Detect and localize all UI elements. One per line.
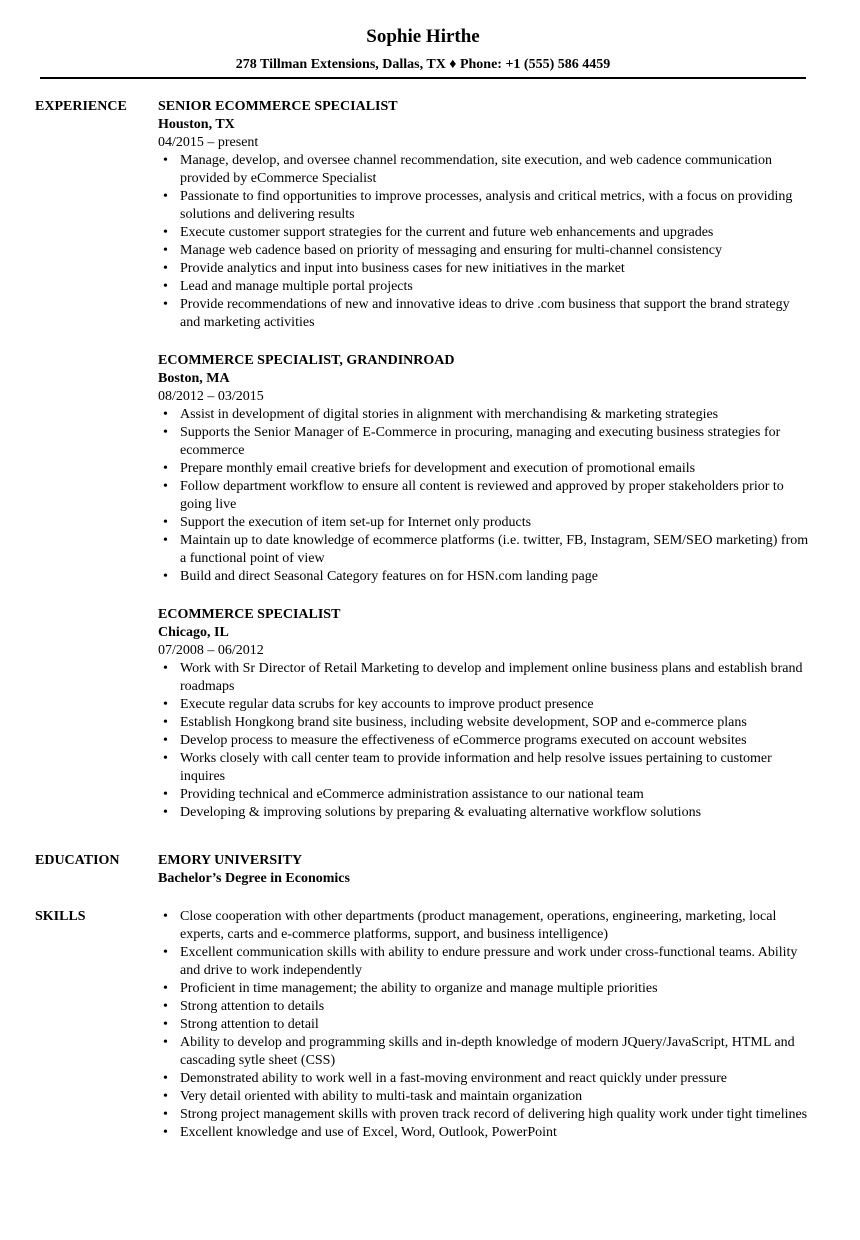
job-bullet-list [158, 406, 810, 586]
job-bullet-list [158, 152, 810, 332]
job-bullet: • Execute customer support strategies for the current and future web enhancements and upgrades [180, 224, 810, 242]
job-bullet: • Develop process to measure the effectiveness of eCommerce programs executed on account websites [180, 732, 810, 750]
job-dates: 04/2015 – present [158, 135, 259, 150]
job-bullet: • Developing & improving solutions by preparing & evaluating alternative workflow solutions [180, 804, 810, 822]
section-title-experience: EXPERIENCE [35, 99, 127, 114]
job-entry [158, 352, 810, 586]
job-entry [158, 606, 810, 822]
job-bullet: • Prepare monthly email creative briefs for development and execution of promotional emails [180, 460, 810, 478]
section-title-skills: SKILLS [35, 909, 86, 924]
job-bullet: • Assist in development of digital stories in alignment with merchandising & marketing strategies [180, 406, 810, 424]
job-bullet: • Build and direct Seasonal Category features on for HSN.com landing page [180, 568, 810, 586]
job-location: Houston, TX [158, 117, 235, 132]
skill-bullet: • Strong attention to detail [180, 1016, 810, 1034]
job-location: Chicago, IL [158, 625, 229, 640]
job-bullet-list [158, 660, 810, 822]
skill-bullet: • Strong project management skills with proven track record of delivering high quality work under tight timelines [180, 1106, 810, 1124]
job-dates: 08/2012 – 03/2015 [158, 389, 264, 404]
header-divider [40, 77, 806, 79]
skill-bullet: • Close cooperation with other departments (product management, operations, engineering, marketing, local experts, carts and e-commerce platforms, support, and business intelligence) [180, 908, 810, 944]
skill-bullet: • Excellent communication skills with ability to endure pressure and work under cross-functional teams. Ability and drive to work independently [180, 944, 810, 980]
job-bullet: • Support the execution of item set-up for Internet only products [180, 514, 810, 532]
job-bullet: • Manage web cadence based on priority of messaging and ensuring for multi-channel consistency [180, 242, 810, 260]
skill-bullet: • Very detail oriented with ability to multi-task and maintain organization [180, 1088, 810, 1106]
skills-body [158, 908, 810, 1142]
candidate-name: Sophie Hirthe [366, 26, 480, 47]
job-entry [158, 98, 810, 332]
job-title: ECOMMERCE SPECIALIST [158, 607, 341, 622]
job-bullet: • Follow department workflow to ensure all content is reviewed and approved by proper stakeholders prior to going live [180, 478, 810, 514]
job-bullet: • Providing technical and eCommerce administration assistance to our national team [180, 786, 810, 804]
skill-bullet: • Excellent knowledge and use of Excel, Word, Outlook, PowerPoint [180, 1124, 810, 1142]
job-bullet: • Work with Sr Director of Retail Marketing to develop and implement online business plans and establish brand roadmaps [180, 660, 810, 696]
degree: Bachelor’s Degree in Economics [158, 871, 350, 886]
skill-bullet: • Strong attention to details [180, 998, 810, 1016]
experience-body [158, 98, 810, 842]
job-bullet: • Works closely with call center team to provide information and help resolve issues pertaining to customer inquires [180, 750, 810, 786]
skill-bullet: • Proficient in time management; the ability to organize and manage multiple priorities [180, 980, 810, 998]
job-bullet: • Supports the Senior Manager of E-Commerce in procuring, managing and executing business strategies for ecommerce [180, 424, 810, 460]
job-bullet: • Lead and manage multiple portal projects [180, 278, 810, 296]
job-bullet: • Maintain up to date knowledge of ecommerce platforms (i.e. twitter, FB, Instagram, SEM/SEO marketing) from a functional point of view [180, 532, 810, 568]
skill-bullet: • Demonstrated ability to work well in a fast-moving environment and react quickly under pressure [180, 1070, 810, 1088]
skill-bullet: • Ability to develop and programming skills and in-depth knowledge of modern JQuery/JavaScript, HTML and cascading sytle sheet (CSS) [180, 1034, 810, 1070]
school-name: EMORY UNIVERSITY [158, 853, 303, 868]
job-title: ECOMMERCE SPECIALIST, GRANDINROAD [158, 353, 455, 368]
job-title: SENIOR ECOMMERCE SPECIALIST [158, 99, 398, 114]
skills-bullet-list [158, 908, 810, 1142]
contact-line: 278 Tillman Extensions, Dallas, TX ♦ Phone: +1 (555) 586 4459 [235, 57, 611, 72]
education-body [158, 852, 810, 888]
section-title-education: EDUCATION [35, 853, 120, 868]
job-location: Boston, MA [158, 371, 230, 386]
job-bullet: • Provide recommendations of new and innovative ideas to drive .com business that support the brand strategy and marketing activities [180, 296, 810, 332]
job-bullet: • Manage, develop, and oversee channel recommendation, site execution, and web cadence communication provided by eCommerce Specialist [180, 152, 810, 188]
job-bullet: • Establish Hongkong brand site business, including website development, SOP and e-commerce plans [180, 714, 810, 732]
resume-header [40, 24, 806, 74]
job-bullet: • Execute regular data scrubs for key accounts to improve product presence [180, 696, 810, 714]
job-bullet: • Provide analytics and input into business cases for new initiatives in the market [180, 260, 810, 278]
job-bullet: • Passionate to find opportunities to improve processes, analysis and critical metrics, with a focus on providing solutions and delivering results [180, 188, 810, 224]
job-dates: 07/2008 – 06/2012 [158, 643, 264, 658]
